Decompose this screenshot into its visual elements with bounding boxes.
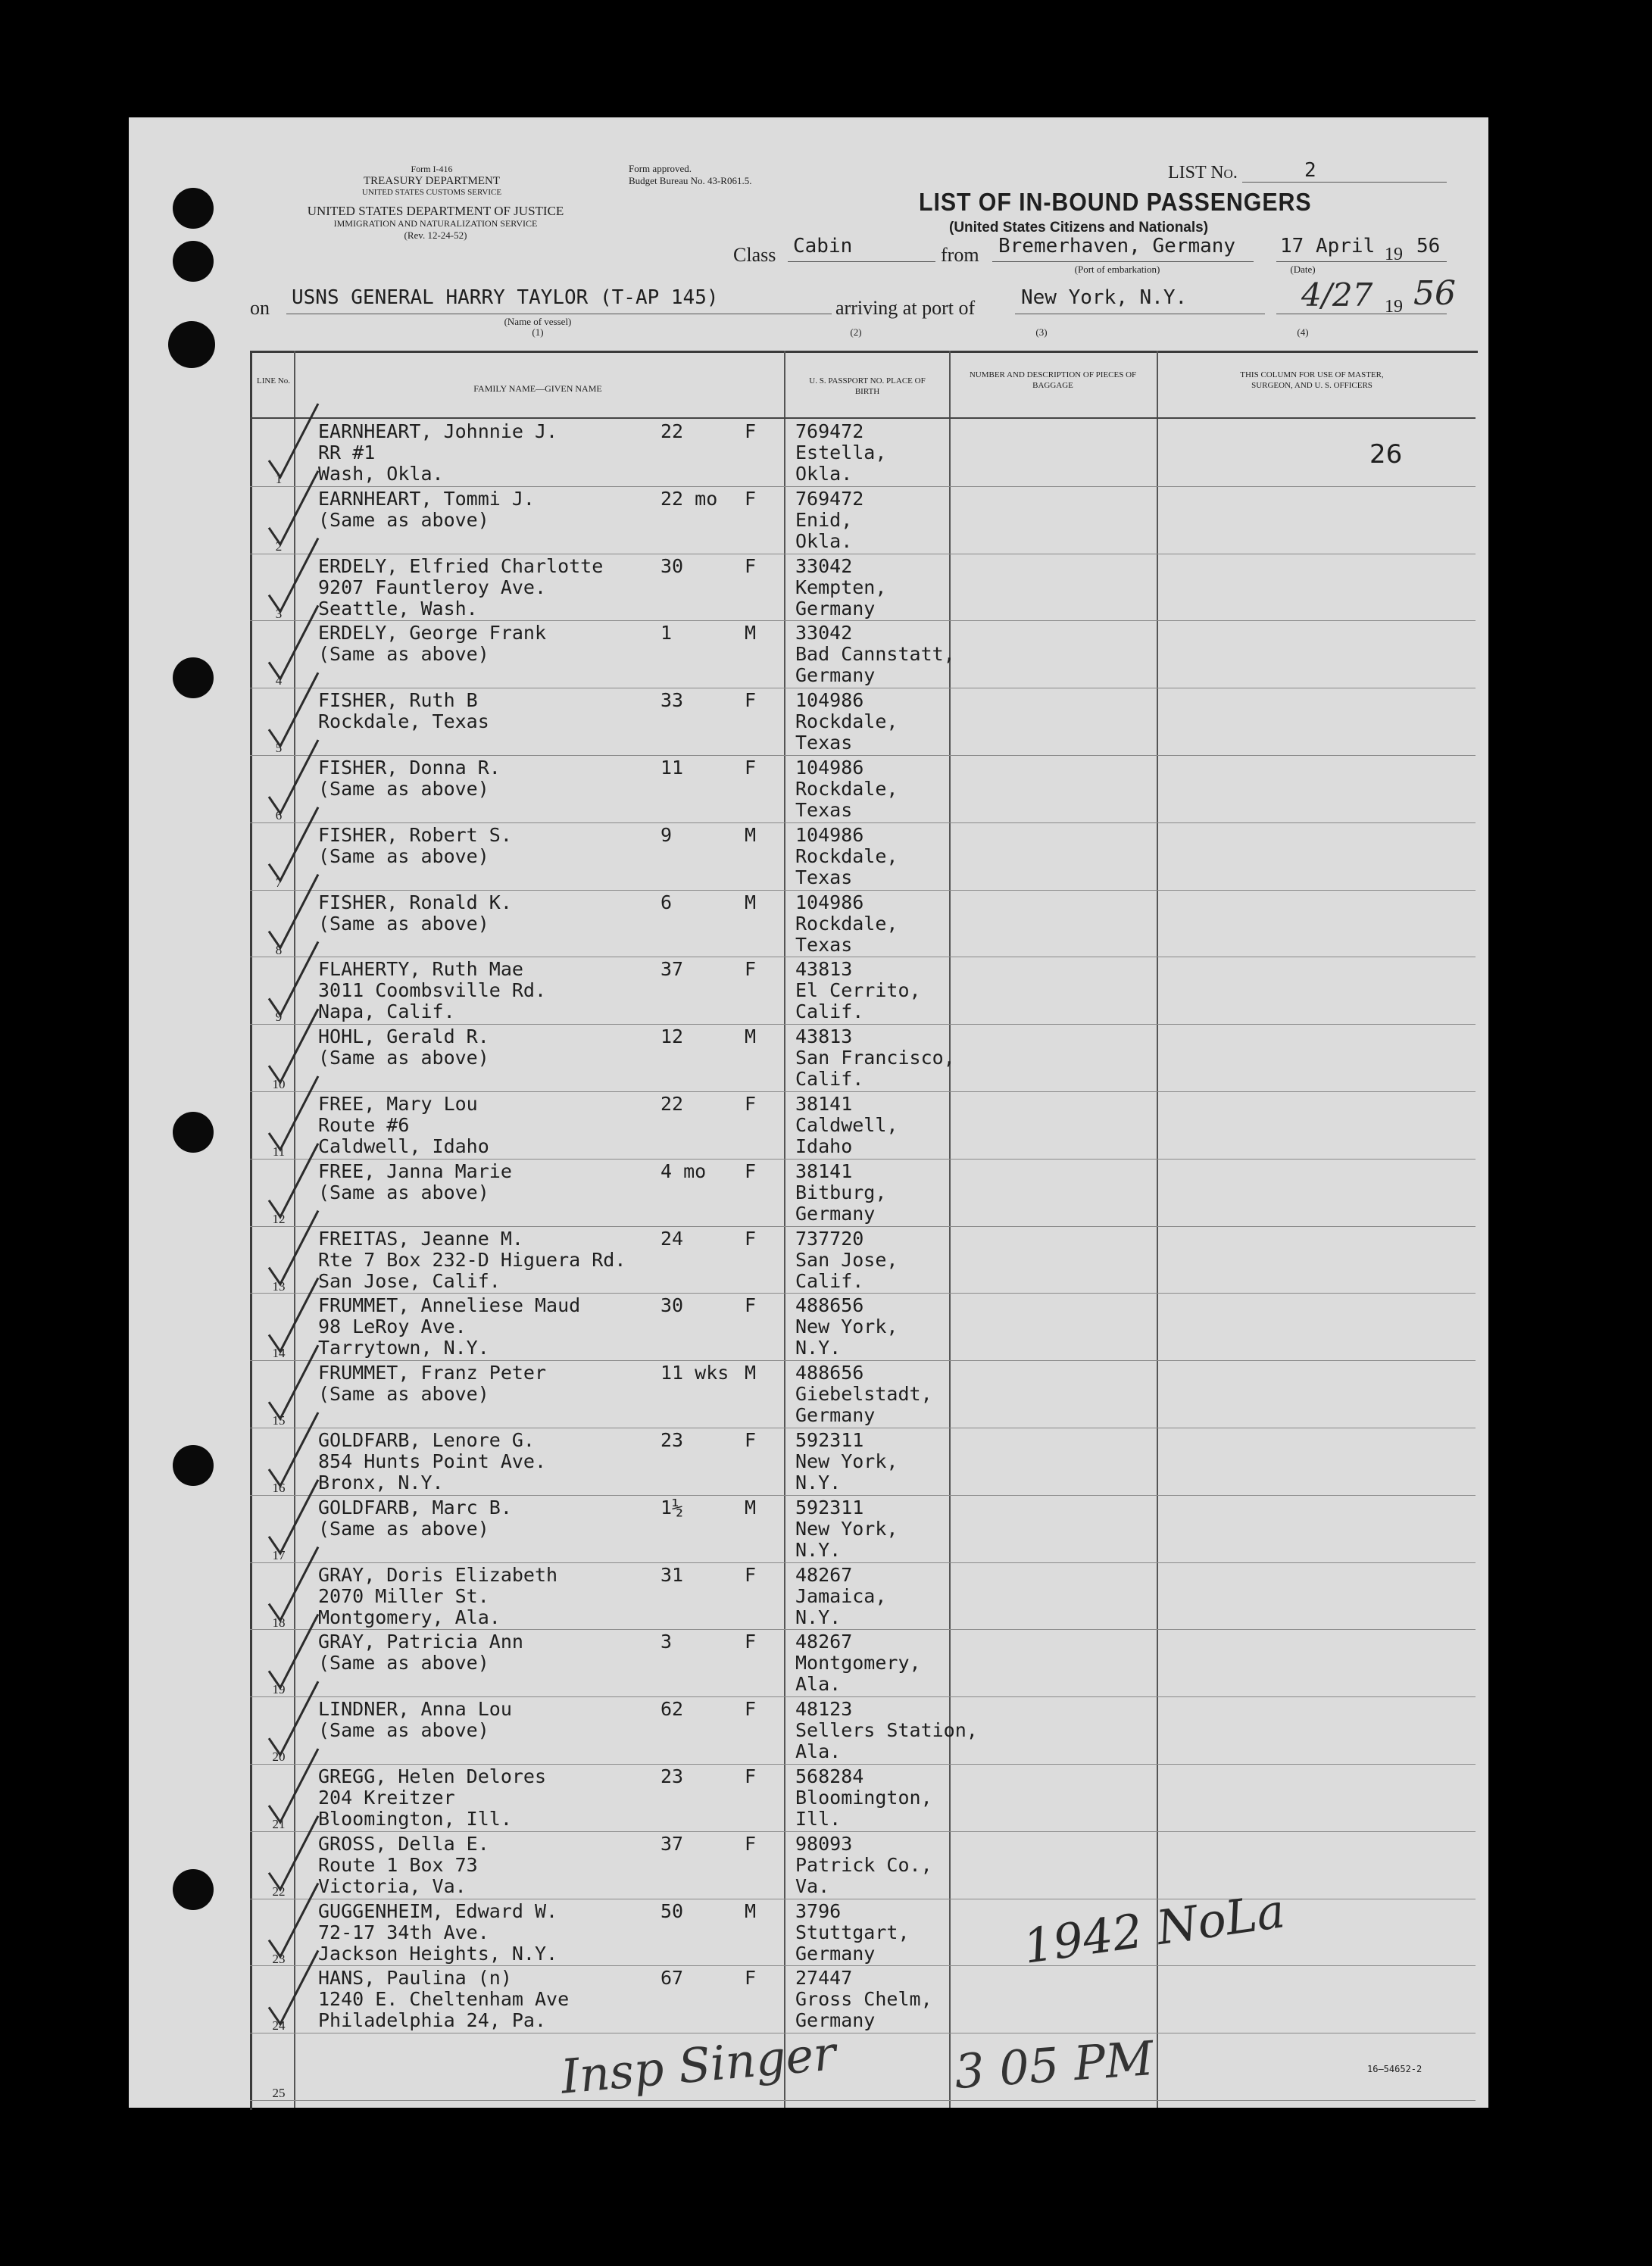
birth-place: Calif. [795,1000,864,1023]
arrival-date-handwritten: 4/27 [1301,276,1373,314]
passport-number: 48267 [795,1563,853,1586]
passenger-age: 31 [660,1563,684,1586]
passport-number: 104986 [795,823,864,846]
birth-place: Ala. [795,1673,842,1696]
passenger-name: FREE, Janna Marie [318,1160,512,1182]
address-line: 3011 Coombsville Rd. [318,979,547,1002]
passenger-sex: F [745,1765,757,1787]
address-line: Route #6 [318,1114,410,1136]
passenger-age: 23 [660,1429,684,1451]
embark-port: Bremerhaven, Germany [998,235,1236,258]
passenger-age: 12 [660,1025,684,1048]
passport-number: 769472 [795,420,864,442]
col2-num: (2) [850,326,862,338]
birth-place: Bloomington, [795,1787,932,1809]
address-line: Rte 7 Box 232-D Higuera Rd. [318,1248,626,1271]
passenger-name: FISHER, Ronald K. [318,891,512,913]
birth-place: Texas [795,933,853,956]
passenger-age: 1½ [660,1496,684,1518]
passport-number: 43813 [795,958,853,981]
passenger-name: EARNHEART, Tommi J. [318,487,535,510]
passenger-sex: F [745,1093,757,1115]
vessel-name: USNS GENERAL HARRY TAYLOR (T-AP 145) [292,286,719,309]
binder-hole [173,657,214,698]
passenger-age: 22 [660,420,684,442]
line-number: 10 [272,1077,286,1092]
birth-place: New York, [795,1316,898,1338]
birth-place: Rockdale, [795,844,898,867]
arrival-year-prefix: 19 [1385,297,1403,317]
birth-place: San Francisco, [795,1047,955,1069]
embark-label: (Port of embarkation) [1074,264,1160,275]
passenger-age: 23 [660,1765,684,1787]
header-officers: THIS COLUMN FOR USE OF MASTER, SURGEON, AND U. S. OFFICERS [1240,370,1384,390]
passenger-name: FRUMMET, Anneliese Maud [318,1294,581,1317]
passenger-age: 33 [660,689,684,712]
birth-place: N.Y. [795,1538,842,1561]
address-line: (Same as above) [318,1719,489,1742]
handwritten-note: 1942 NoLa [1020,1883,1288,1974]
passport-number: 104986 [795,689,864,712]
passenger-sex: F [745,1563,757,1586]
header-passport: U. S. PASSPORT NO. PLACE OF BIRTH [809,376,926,396]
binder-hole [173,188,214,229]
birth-place: Texas [795,799,853,821]
birth-place: Va. [795,1874,830,1897]
passenger-age: 4 mo [660,1160,707,1182]
birth-place: Enid, [795,508,853,531]
address-line: 204 Kreitzer [318,1787,455,1809]
passenger-sex: F [745,958,757,981]
passenger-name: GUGGENHEIM, Edward W. [318,1899,558,1922]
birth-place: N.Y. [795,1337,842,1359]
line-number: 14 [272,1346,286,1361]
passenger-name: LINDNER, Anna Lou [318,1698,512,1721]
birth-place: Germany [795,1942,876,1965]
passenger-name: FREITAS, Jeanne M. [318,1227,523,1250]
line-number: 4 [275,673,283,688]
passenger-age: 11 [660,757,684,779]
binder-hole [173,241,214,282]
passenger-sex: F [745,1429,757,1451]
birth-place: Ill. [795,1808,842,1830]
passenger-name: GRAY, Doris Elizabeth [318,1563,558,1586]
passenger-sex: M [745,1496,757,1518]
passenger-name: GOLDFARB, Marc B. [318,1496,512,1518]
address-line: (Same as above) [318,1652,489,1675]
birth-place: Germany [795,597,876,620]
birth-place: Bitburg, [795,1181,887,1203]
passenger-age: 24 [660,1227,684,1250]
passenger-sex: M [745,823,757,846]
passenger-sex: F [745,420,757,442]
birth-place: N.Y. [795,1606,842,1628]
passenger-sex: F [745,1227,757,1250]
passport-number: 38141 [795,1093,853,1115]
passenger-sex: M [745,622,757,645]
year-prefix: 19 [1385,245,1403,264]
inspector-signature: Insp Singer [558,2025,838,2105]
passenger-sex: M [745,891,757,913]
voyage-year: 56 [1416,235,1441,258]
binder-hole [173,1112,214,1153]
passenger-age: 6 [660,891,673,913]
passenger-sex: F [745,1832,757,1855]
passport-number: 98093 [795,1832,853,1855]
passenger-name: GROSS, Della E. [318,1832,489,1855]
address-line: (Same as above) [318,508,489,531]
handwritten-time: 3 05 PM [952,2030,1156,2100]
passenger-name: GRAY, Patricia Ann [318,1631,523,1653]
passport-number: 592311 [795,1496,864,1518]
passenger-sex: M [745,1362,757,1384]
address-line: Jackson Heights, N.Y. [318,1942,558,1965]
address-line: Wash, Okla. [318,463,444,485]
birth-place: Okla. [795,529,853,552]
revision: (Rev. 12-24-52) [404,229,467,241]
birth-place: San Jose, [795,1248,898,1271]
line-number: 6 [275,808,283,822]
line-number: 1 [275,472,283,486]
from-label: from [941,244,979,266]
passport-number: 104986 [795,757,864,779]
passenger-age: 62 [660,1698,684,1721]
address-line: Bloomington, Ill. [318,1808,512,1830]
line-number: 23 [272,1951,286,1966]
passenger-name: FRUMMET, Franz Peter [318,1362,547,1384]
line-number: 19 [272,1682,286,1697]
birth-place: Ala. [795,1740,842,1763]
passenger-name: FISHER, Donna R. [318,757,501,779]
passenger-sex: F [745,757,757,779]
birth-place: Estella, [795,442,887,464]
birth-place: El Cerrito, [795,979,921,1002]
birth-place: Montgomery, [795,1652,921,1675]
line-number: 21 [272,1817,286,1831]
line-number: 15 [272,1413,286,1428]
birth-place: Okla. [795,463,853,485]
address-line: 9207 Fauntleroy Ave. [318,576,547,598]
col3-num: (3) [1035,326,1048,338]
passport-number: 592311 [795,1429,864,1451]
passport-number: 27447 [795,1967,853,1990]
passport-number: 48123 [795,1698,853,1721]
passenger-age: 37 [660,958,684,981]
passenger-name: ERDELY, Elfried Charlotte [318,554,604,577]
justice-dept: UNITED STATES DEPARTMENT OF JUSTICE [307,204,564,218]
address-line: Caldwell, Idaho [318,1135,489,1157]
voyage-date: 17 April [1280,235,1376,258]
birth-place: Gross Chelm, [795,1988,932,2011]
list-no-label: LIST No. [1168,163,1238,183]
birth-place: Rockdale, [795,912,898,935]
address-line: (Same as above) [318,643,489,666]
birth-place: Sellers Station, [795,1719,978,1742]
passenger-name: FISHER, Robert S. [318,823,512,846]
birth-place: Giebelstadt, [795,1383,932,1406]
line-number: 13 [272,1278,286,1294]
page-subtitle: (United States Citizens and Nationals) [949,220,1209,236]
line-number: 11 [272,1144,286,1159]
address-line: Tarrytown, N.Y. [318,1337,489,1359]
passenger-age: 3 [660,1631,673,1653]
line-number: 5 [275,741,283,756]
passenger-age: 9 [660,823,673,846]
birth-place: Germany [795,2009,876,2032]
birth-place: Calif. [795,1269,864,1292]
passenger-name: FISHER, Ruth B [318,689,478,712]
address-line: Philadelphia 24, Pa. [318,2009,547,2032]
birth-place: Caldwell, [795,1114,898,1136]
header-baggage: NUMBER AND DESCRIPTION OF PIECES OF BAGGAGE [969,370,1137,390]
treasury-dept: TREASURY DEPARTMENT [363,175,501,187]
passenger-name: HOHL, Gerald R. [318,1025,489,1048]
passenger-age: 50 [660,1899,684,1922]
passenger-sex: F [745,1294,757,1317]
passenger-name: EARNHEART, Johnnie J. [318,420,558,442]
line-number: 18 [272,1615,286,1630]
line-number: 9 [275,1010,283,1025]
date-label: (Date) [1290,264,1316,275]
customs-service: UNITED STATES CUSTOMS SERVICE [361,188,502,197]
birth-place: Texas [795,866,853,888]
birth-place: New York, [795,1517,898,1540]
passport-number: 568284 [795,1765,864,1787]
address-line: 1240 E. Cheltenham Ave [318,1988,570,2011]
address-line: (Same as above) [318,844,489,867]
officer-note: 26 [1369,439,1403,470]
passport-number: 33042 [795,622,853,645]
passenger-sex: F [745,1160,757,1182]
address-line: 2070 Miller St. [318,1584,489,1607]
birth-place: N.Y. [795,1472,842,1494]
passenger-name: ERDELY, George Frank [318,622,547,645]
address-line: (Same as above) [318,1181,489,1203]
passenger-sex: F [745,1631,757,1653]
passport-number: 38141 [795,1160,853,1182]
arriving-label: arriving at port of [835,297,976,319]
birth-place: Germany [795,1202,876,1225]
passenger-sex: F [745,1698,757,1721]
class-value: Cabin [793,235,853,258]
passport-number: 43813 [795,1025,853,1048]
address-line: RR #1 [318,442,376,464]
passenger-sex: F [745,1967,757,1990]
passenger-age: 67 [660,1967,684,1990]
line-number: 3 [275,606,283,621]
address-line: (Same as above) [318,1047,489,1069]
birth-place: Germany [795,1404,876,1427]
arrival-year-handwritten: 56 [1413,274,1456,313]
passenger-sex: M [745,1025,757,1048]
line-number: 2 [275,538,283,554]
address-line: 72-17 34th Ave. [318,1921,489,1943]
birth-place: Jamaica, [795,1584,887,1607]
birth-place: Kempten, [795,576,887,598]
passport-number: 3796 [795,1899,842,1922]
address-line: 98 LeRoy Ave. [318,1316,467,1338]
footer-code: 16—54652-2 [1367,2064,1422,2074]
passport-number: 737720 [795,1227,864,1250]
line-number: 17 [272,1547,286,1562]
birth-place: Texas [795,732,853,754]
address-line: (Same as above) [318,1517,489,1540]
class-label: Class [733,244,776,266]
address-line: Bronx, N.Y. [318,1472,444,1494]
passenger-age: 30 [660,1294,684,1317]
passport-number: 48267 [795,1631,853,1653]
passenger-name: FLAHERTY, Ruth Mae [318,958,523,981]
birth-place: New York, [795,1450,898,1472]
address-line: Route 1 Box 73 [318,1853,478,1876]
birth-place: Germany [795,664,876,687]
address-line: Victoria, Va. [318,1874,467,1897]
binder-hole [173,1869,214,1910]
form-number: Form I-416 [411,164,453,174]
header-line-no: LINE No. [257,376,290,385]
budget-bureau: Budget Bureau No. 43-R061.5. [629,175,752,186]
line-number: 12 [272,1211,286,1226]
passenger-sex: F [745,554,757,577]
line-number: 25 [272,2086,286,2101]
passport-number: 488656 [795,1362,864,1384]
birth-place: Patrick Co., [795,1853,932,1876]
passenger-name: HANS, Paulina (n) [318,1967,512,1990]
passenger-sex: F [745,689,757,712]
address-line: Montgomery, Ala. [318,1606,501,1628]
header-name: FAMILY NAME—GIVEN NAME [473,383,602,394]
passenger-age: 1 [660,622,673,645]
birth-place: Idaho [795,1135,853,1157]
passport-number: 769472 [795,487,864,510]
passenger-sex: M [745,1899,757,1922]
col1-num: (1) [532,326,544,338]
birth-place: Bad Cannstatt, [795,643,955,666]
line-number: 20 [272,1749,286,1765]
passport-number: 488656 [795,1294,864,1317]
passenger-age: 37 [660,1832,684,1855]
passport-number: 104986 [795,891,864,913]
line-number: 8 [275,942,283,957]
address-line: Seattle, Wash. [318,597,478,620]
birth-place: Calif. [795,1068,864,1091]
address-line: San Jose, Calif. [318,1269,501,1292]
on-label: on [250,297,270,319]
address-line: Rockdale, Texas [318,710,489,733]
line-number: 24 [272,2018,286,2033]
passenger-name: GOLDFARB, Lenore G. [318,1429,535,1451]
address-line: (Same as above) [318,912,489,935]
passenger-age: 11 wks [660,1362,729,1384]
birth-place: Rockdale, [795,778,898,800]
passenger-age: 22 [660,1093,684,1115]
address-line: (Same as above) [318,1383,489,1406]
passport-number: 33042 [795,554,853,577]
binder-hole [168,321,215,368]
vessel-label: (Name of vessel) [504,316,572,327]
ins-service: IMMIGRATION AND NATURALIZATION SERVICE [333,218,538,229]
address-line: (Same as above) [318,778,489,800]
arrival-port: New York, N.Y. [1021,286,1188,309]
passenger-age: 22 mo [660,487,718,510]
passenger-name: GREGG, Helen Delores [318,1765,547,1787]
passenger-age: 30 [660,554,684,577]
form-approved: Form approved. [629,163,692,174]
col4-num: (4) [1297,326,1309,338]
passenger-sex: F [745,487,757,510]
list-no: 2 [1304,159,1316,182]
passenger-name: FREE, Mary Lou [318,1093,478,1115]
page-title: LIST OF IN-BOUND PASSENGERS [919,188,1312,216]
address-line: Napa, Calif. [318,1000,455,1023]
binder-hole [173,1445,214,1486]
line-number: 7 [275,875,283,890]
address-line: 854 Hunts Point Ave. [318,1450,547,1472]
line-number: 22 [272,1884,286,1899]
birth-place: Stuttgart, [795,1921,910,1943]
line-number: 16 [272,1481,286,1495]
birth-place: Rockdale, [795,710,898,733]
